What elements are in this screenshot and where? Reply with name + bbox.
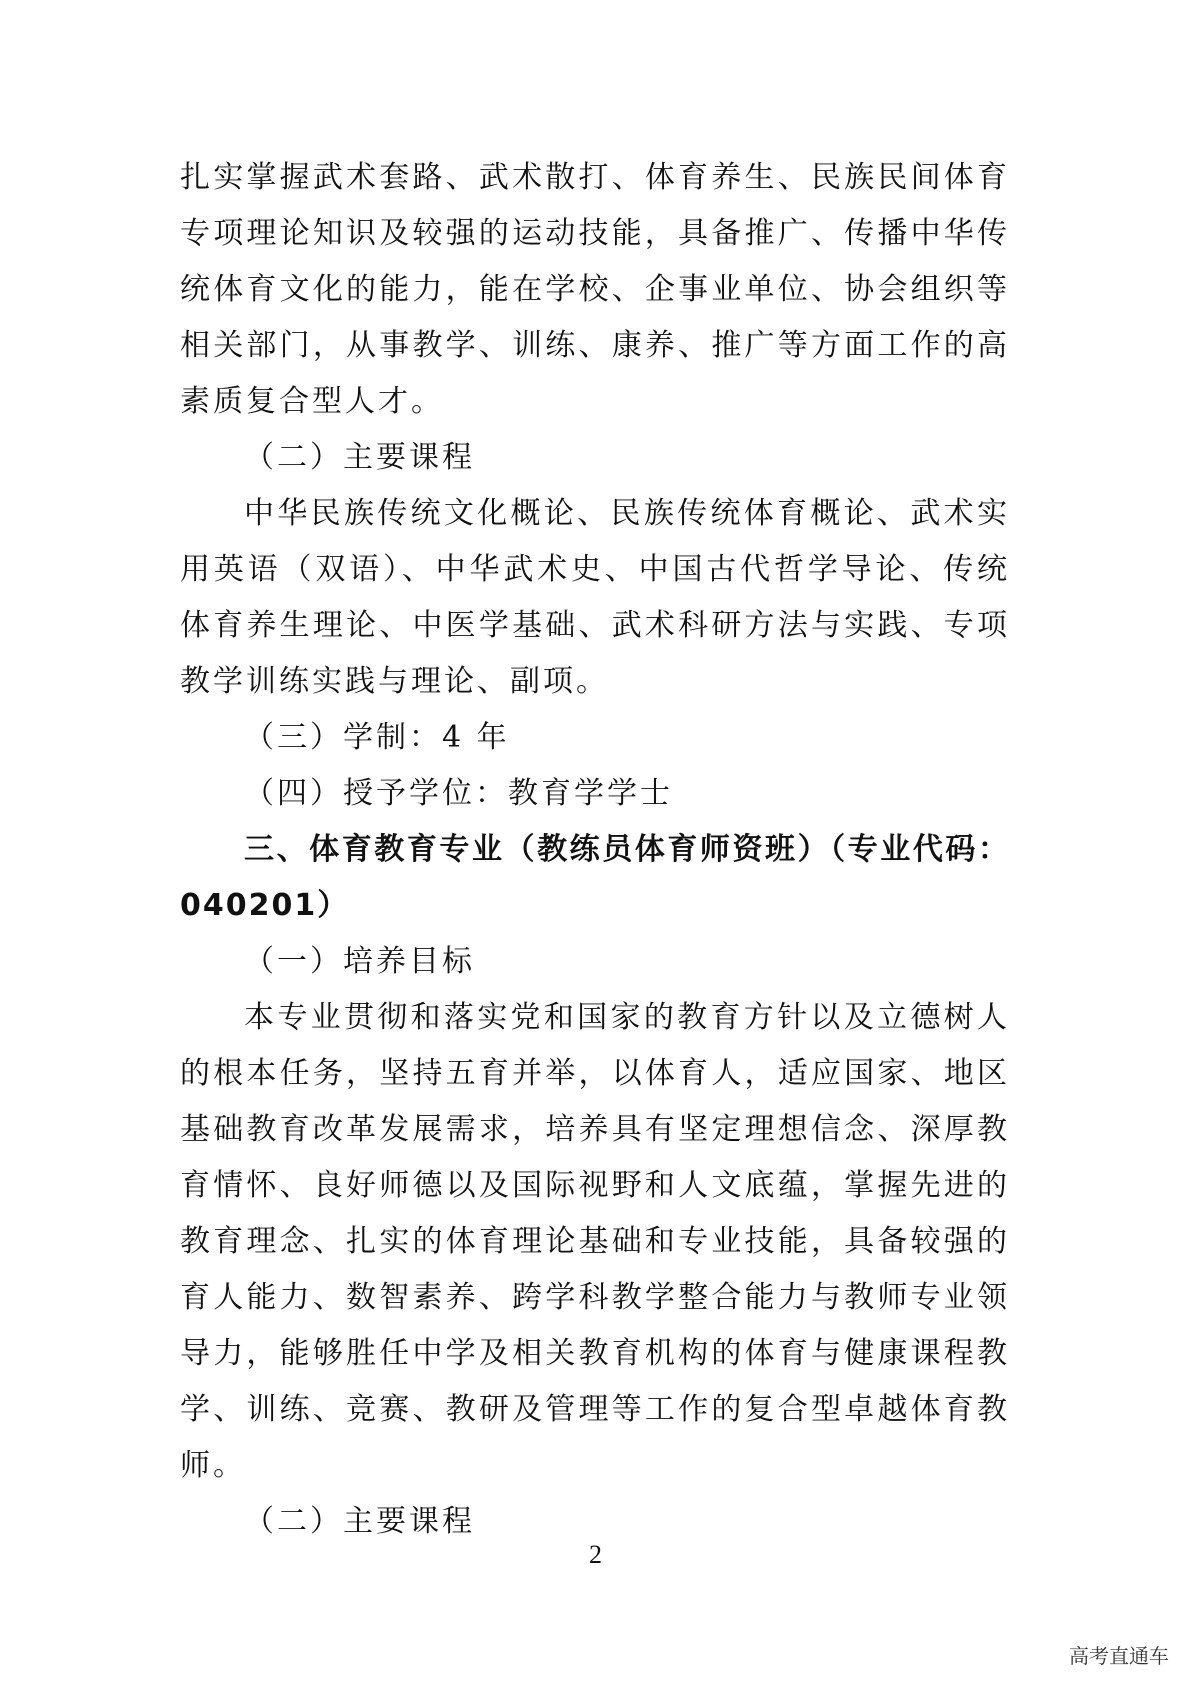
subheading-training-objective: （一）培养目标: [244, 944, 475, 979]
subheading-main-courses-2: （二）主要课程: [244, 1504, 475, 1539]
subheading-main-courses: （二）主要课程: [244, 440, 475, 475]
paragraph-training-objective: 本专业贯彻和落实党和国家的教育方针以及立德树人的根本任务，坚持五育并举，以体育人，适应国家、地区基础教育改革发展需求，培养具有坚定理想信念、深厚教育情怀、良好师德以及国际视野和人文底蕴，掌握先进的教育理念、扎实的体育理论基础和专业技能，具备较强的育人能力、数智素养、跨学科教学整合能力与教师专业领导力，能够胜任中学及相关教育机构的体育与健康课程教学、训练、竞赛、教研及管理等工作的复合型卓越体育教师。: [180, 1000, 1010, 1483]
body-text-section-1: [180, 150, 1010, 1550]
paragraph-training-objective-continued: 扎实掌握武术套路、武术散打、体育养生、民族民间体育专项理论知识及较强的运动技能，具备推广、传播中华传统体育文化的能力，能在学校、企事业单位、协会组织等相关部门，从事教学、训练、康养、推广等方面工作的高素质复合型人才。: [180, 160, 1010, 419]
paragraph-main-courses: 中华民族传统文化概论、民族传统体育概论、武术实用英语（双语）、中华武术史、中国古代哲学导论、传统体育养生理论、中医学基础、武术科研方法与实践、专项教学训练实践与理论、副项。: [180, 496, 1010, 699]
section-heading-physical-education: 三、体育教育专业（教练员体育师资班）（专业代码：040201）: [180, 832, 1010, 923]
subheading-duration: （三）学制：4 年: [244, 720, 510, 755]
page-number: 2: [589, 1540, 602, 1569]
subheading-degree: （四）授予学位：教育学学士: [244, 776, 673, 811]
watermark: 高考直通车: [1069, 1644, 1169, 1668]
